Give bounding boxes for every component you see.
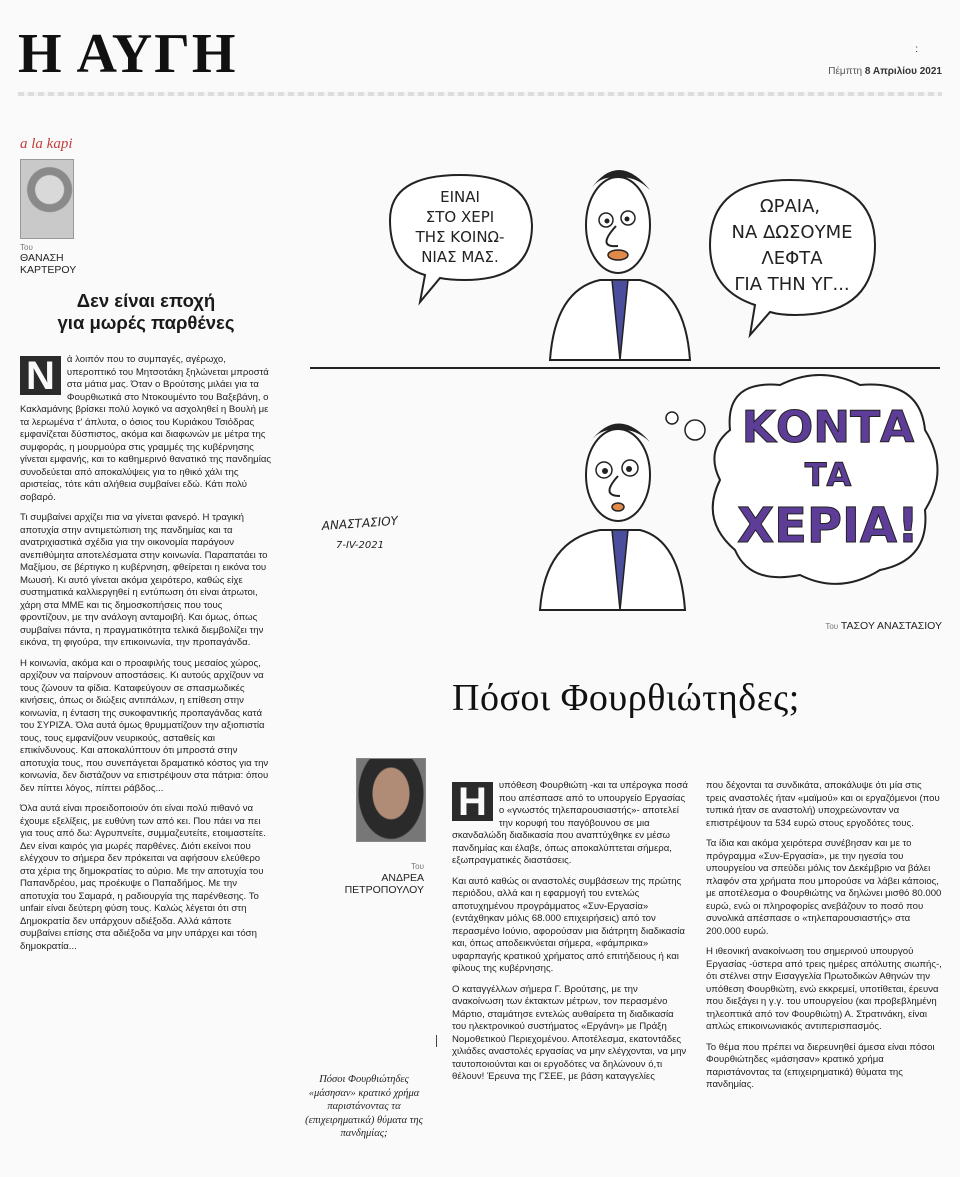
opinion-column [20,136,272,961]
paragraph [452,780,688,868]
article-column-2 [706,780,942,1100]
paragraph: που δέχονται τα συνδικάτα, αποκάλυψε ότι μία στις τρεις αναστολές ήταν «μαϊμού» και οι εργαζόμενοι (που τυπικά ήταν σε αναστολή) υποχρεώνονταν να επιστρέψουν τα 534 ευρώ στους εργοδότες τους. [706,780,940,829]
dropcap: Η [452,782,493,821]
issue-date [828,66,942,77]
paragraph: Η κοινωνία, ακόμα και ο προαφιλής τους μεσαίος χώρος, αρχίζουν να παίρνουν αποστάσεις. Κι αυτούς αρχίζουν να τους ζώνουν τα φίδια. Καταφεύγουν σε σπασμωδικές κινήσεις, όπως οι διώξεις αντιπάλων, η επίθεση στην κοινωνία, η ένταση της συκοφαντικής προπαγάνδας κατά του ΣΥΡΙΖΑ. Όλα αυτά όμως θρυμματίζουν την αξιοπιστία τους, τους εμφανίζουν νευρικούς, ασταθείς και επικίνδυνους. Και αποκαλύπτουν ότι μπροστά στην αποτυχία τους, που συνεπάγεται δραματικό κόστος για την κοινωνία, δεν διστάζουν να επιστρέψουν στα πάτρια: όπου δεν πίπτει λόγος, πίπτει ράβδος... [20,657,269,794]
paragraph: Και αυτό καθώς οι αναστολές συμβάσεων της πρώτης περιόδου, αλλά και η εφαρμογή του εντελώς αποτυχημένου προγράμματος «Συν-Εργασία» (εντάχθηκαν μόλις 68.000 επιχειρήσεις) από τον περασμένο Ιούνιο, αφορούσαν μια διάτρητη διαδικασία και, όπως αποδεικνύεται σήμερα, «φάμπρικα» υφαρπαγής κρατικού χρήματος από επιτήδειους ή και φίλους της κυβέρνησης. [452,875,685,974]
paragraph: Τα ίδια και ακόμα χειρότερα συνέβησαν και με το πρόγραμμα «Συν-Εργασία», με την ηγεσία του υπουργείου να σπεύδει μόλις τον Δεκέμβριο να βάλει πλαφόν στα χρήματα που μπορούσε να λάβει κάποιος, με αποτέλεσμα ο Φουρθιώτης να δηλώνει μισθό 80.000 ευρώ, ενώ οι πληροφορίες ανεβάζουν το ποσό που συνολικά απέσπασε ο «τηλεπαρουσιαστής» στα 200.000 ευρώ. [706,838,942,937]
issue-day: Πέμπτη [828,66,863,77]
paragraph-text: υπόθεση Φουρθιώτη -και τα υπέρογκα ποσά που απέσπασε από το υπουργείο Εργασίας ο «γνωστός τηλεπαρουσιαστής»- αποτελεί την κορυφή του παγόβουνου σε μια σκανδαλώδη διαδικασία που αναπτύχθηκε εν μέσω πανδημίας και έλαβε, όπως αποκαλύπτεται σήμερα, εξωπραγματικές διαστάσεις. [452,780,688,866]
corner-mark: : [915,44,918,55]
author-name-line2: ΠΕΤΡΟΠΟΥΛΟΥ [344,884,424,896]
cartoonist-signature: ΑΝΑΣΤΑΣΙΟΥ [321,513,399,533]
paragraph: Ο καταγγέλλων σήμερα Γ. Βρούτσης, με την ανακοίνωση των έκτακτων μέτρων, τον περασμένο Μάρτιο, σταμάτησε εντελώς αυθαίρετα τη διαδικασία του ηλεκτρονικού συστήματος «Εργάνη» με Πράξη Νομοθετικού Περιεχομένου. Αποτέλεσμα, εκατοντάδες χιλιάδες αναστολές εργασίας να μην ελέγχονται, να μην ταυτοποιούνται και οι εργοδότες να δηλώνουν ό,τι θέλουν! Έρευνα της ΓΣΕΕ, με βάση καταγγελίες [452,983,687,1082]
thought-dot [685,420,705,440]
author-name-line2: ΚΑΡΤΕΡΟΥ [20,264,77,276]
masthead-rule [18,92,942,96]
article-title: Πόσοι Φουρθιώτηδες; [452,677,800,719]
bubble2-line: ΛΕΦΤΑ [761,248,823,269]
political-cartoon [300,130,948,630]
thought-text: ΚΟΝΤΑ [741,402,915,453]
section-tag: a la kapi [20,136,73,152]
bubble2-line: ΓΙΑ ΤΗΝ ΥΓ... [734,274,850,295]
issue-date-text: 8 Απριλίου 2021 [864,66,942,77]
cartoon-caption [825,620,942,632]
pull-quote: Πόσοι Φουρθιώτηδες «μάσησαν» κρατικό χρήμα παριστάνοντας τα (επιχειρηματικά) θύματα της πανδημίας; [305,1074,423,1139]
author-by: Του [20,243,33,252]
paragraph: Η ιθεονική ανακοίνωση του σημερινού υπουργού Εργασίας -ύστερα από τρεις ημέρες απόλυτης σιωπής-, ότι στέλνει στην Εισαγγελία Πρωτοδικών Αθηνών την υπόθεση Φουρθιώτη, ενώ εκκρεμεί, υποτίθεται, έρευνα που διεξάγει η γ.γ. του υπουργείου (και προβεβλημένη τηλεοπτικά από τον Φουρθιώτη) Α. Στρατινάκη, είναι απλώς επικοινωνιακός αντιπερισπασμός. [706,946,942,1032]
paragraph: Τι συμβαίνει αρχίζει πια να γίνεται φανερό. Η τραγική αποτυχία στην αντιμετώπιση της πανδημίας και τα ανατριχιαστικά σχέδια για την οικονομία παράγουν ανεπιθύμητα αποτελέσματα στην κοινωνία. Παραπατάει το Μαξίμου, σε βέρτιγκο η κυβέρνηση, φθείρεται η εικόνα του Μωυσή. Κι αυτό γίνεται ακόμα χειρότερο, καθώς είχε συστηματικά καλλιεργηθεί η εντύπωση ότι είναι άτρωτοι, χάρη στα ΜΜΕ και τις δημοσκοπήσεις που τους φροντίζουν, με την ανάλογη ανταμοιβή. Και όμως, όπως συμβαίνει πάντα, η πραγματικότητα τελικά διεμβολίζει την εικόνα, τη φιγούρα, την επικοινωνία, την προπαγάνδα. [20,512,268,648]
author-name [300,872,424,896]
caption-by: Του [825,622,839,631]
headline-line2: για μωρές παρθένες [57,312,235,333]
caption-name: ΤΑΣΟΥ ΑΝΑΣΤΑΣΙΟΥ [840,620,942,632]
paragraph: Το θέμα που πρέπει να διερευνηθεί άμεσα είναι πόσοι Φουρθιώτηδες «μάσησαν» κρατικό χρήμα παριστάνοντας τα (επιχειρηματικά) θύματα της πανδημίας. [706,1041,935,1090]
author-name-line1: ΘΑΝΑΣΗ [20,252,64,264]
paragraph [20,354,272,504]
column-rule [436,1035,437,1047]
thought-text: ΧΕΡΙΑ! [737,498,919,554]
cartoon-figure-bottom [540,424,685,611]
paragraph-text: ά λοιπόν που το συμπαγές, αγέρωχο, υπεροπτικό του Μητσοτάκη ξηλώνεται μπροστά στα μάτια μας. Όταν ο Βρούτσης μιλάει για τα Φουρθιωτικά στο Ντοκουμέντο του Βαξεβάνη, ο Κακλαμάνης βρίσκει πολύ λογικό να ασχοληθεί η Βουλή με τα λερωμένα τ' άπλυτα, ο όσιος του Κυριάκου Τσιόδρας εμφανίζεται δύσπιστος, ακόμα και διαφωνών με μέτρα της συμφοράς, η μουρμούρα στις γραμμές της κυβέρνησης γίνεται εμφανής, και το καθημερινό θανατικό της πανδημίας συνοδεύεται από αποκαλύψεις για το ηθικό χάλι της αριστείας, τότε κάτι αλήθεια συμβαίνει εδώ. Κάτι πολύ σοβαρό. [20,354,271,503]
article-column-1 [452,780,688,1092]
author-photo [20,159,74,239]
bubble2-line: ΩΡΑΙΑ, [759,196,821,217]
cartoon-date: 7-IV-2021 [336,540,384,551]
bubble1-line: ΤΗΣ ΚΟΙΝΩ- [415,228,505,246]
cartoon-figure-top [550,170,690,360]
dropcap: Ν [20,356,61,395]
bubble1-line: ΕΙΝΑΙ [440,188,480,206]
headline-line1: Δεν είναι εποχή [76,290,216,311]
thought-text: ΤΑ [804,456,852,494]
bubble1-line: ΣΤΟ ΧΕΡΙ [425,208,495,226]
author-by: Του [411,862,424,871]
author-name [20,252,272,276]
author-photo [356,758,426,842]
opinion-body [20,354,272,953]
paragraph: Όλα αυτά είναι προειδοποιούν ότι είναι πολύ πιθανό να έχουμε εξελίξεις, με ευθύνη των από κει. Που πάει να πει για τους από δω: Αγρυπνείτε, συμμαζευτείτε, ετοιμαστείτε. Δεν είναι καιρός για μωρές παρθένες. Διότι εκείνοι που ελέγχουν το σήμερα δεν πρόκειται να αφήσουν ελεύθερο στα χέρια της δημοκρατίας το αύριο. Με την αποτυχία του Παπανδρέου, μας προέκυψε ο Παπαδήμος. Με την αποτυχία του Σαμαρά, η ραδιουργία της παρένθεσης. Το unfair είναι δεύτερη φύση τους. Καλώς λέγεται ότι στη Δημοκρατία δεν υπάρχουν αδιέξοδα. Αλλά κάποτε συμβαίνει επίσης στα αδιέξοδα να μην υπάρχει και τόση δημοκρατία... [20,803,266,952]
thought-dot [666,412,678,424]
opinion-headline [20,290,272,334]
bubble1-line: ΝΙΑΣ ΜΑΣ. [421,248,499,266]
masthead-title: Η ΑΥΓΗ [18,23,238,85]
author-name-line1: ΑΝΔΡΕΑ [381,872,424,884]
bubble2-line: ΝΑ ΔΩΣΟΥΜΕ [731,222,853,243]
